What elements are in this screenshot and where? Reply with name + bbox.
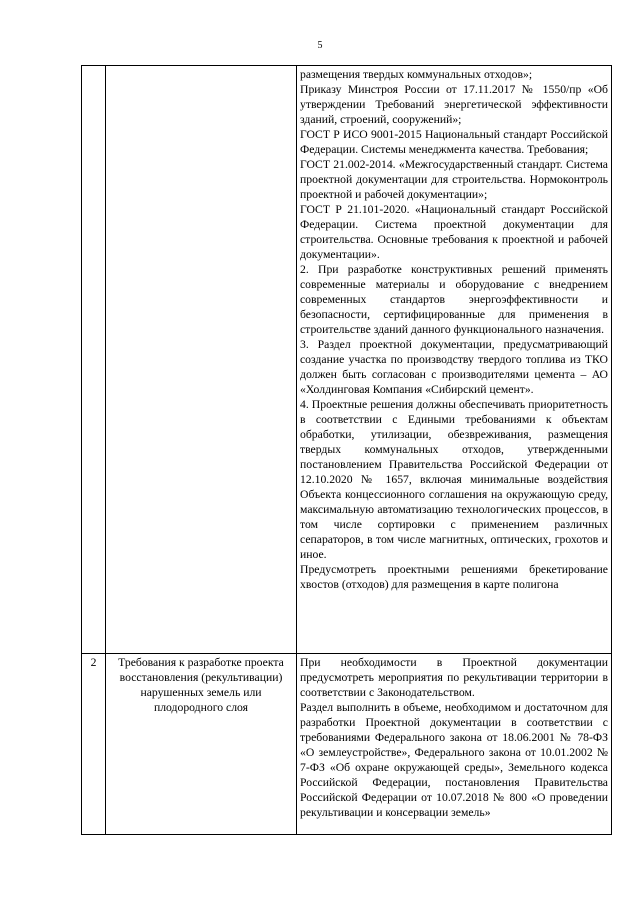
paragraph: 2. При разработке конструктивных решений применять современные материалы и оборудование с внедрением современных стандартов энергоэффективности и безопасности, сертифицированные для применения в строительстве зданий данного функционального назначения. [300,263,608,336]
paragraph: Предусмотреть проектными решениями брекетирование хвостов (отходов) для размещения в карте полигона [300,563,608,591]
requirement-title-cell [106,66,297,654]
row-number-cell [82,66,106,654]
paragraph: размещения твердых коммунальных отходов»; [300,68,533,81]
paragraph: При необходимости в Проектной документации предусмотреть мероприятия по рекультивации территории в соответствии с Законодательством. [300,656,608,699]
paragraph: 3. Раздел проектной документации, предусматривающий создание участка по производству твердого топлива из ТКО должен быть согласован с производителями цемента – АО «Холдинговая Компания «Сибирский цемент». [300,338,608,396]
requirement-title: Требования к разработке проекта восстановления (рекультивации) нарушенных земель или плодородного слоя [118,656,284,714]
paragraph: 4. Проектные решения должны обеспечивать приоритетность в соответствии с Едиными требованиями к объектам обработки, утилизации, обезвреживания, размещения твердых коммунальных отходов, утвержденными постановлением Правительства Российской Федерации от 12.10.2020 № 1657, включая минимальные воздействия Объекта концессионного соглашения на окружающую среду, максимальную автоматизацию технологических процессов, в том числе сортировки с применением различных сепараторов, в том числе магнитных, оптических, грохотов и иное. [300,398,608,561]
row-number: 2 [90,656,97,669]
table-row [82,654,612,835]
requirement-title [106,66,296,67]
row-number-cell [82,654,106,835]
paragraph: ГОСТ Р 21.101-2020. «Национальный стандарт Российской Федерации. Система проектной документации для строительства. Основные требования к проектной и рабочей документации». [300,203,608,261]
requirement-text-cell [297,654,612,835]
row-number [82,66,105,67]
table-row [82,66,612,654]
paragraph: Раздел выполнить в объеме, необходимом и достаточном для разработки Проектной документации в соответствии с требованиями Федерального закона от 18.06.2001 № 78-ФЗ «О землеустройстве», Федерального закона от 10.01.2002 № 7-ФЗ «Об охране окружающей среды», Земельного кодекса Российской Федерации, постановления Правительства Российской Федерации от 10.07.2018 № 800 «О проведении рекультивации и консервации земель» [300,701,608,819]
requirement-text-cell [297,66,612,654]
page-number: 5 [317,40,323,51]
requirements-table [81,65,612,835]
paragraph: ГОСТ 21.002-2014. «Межгосударственный стандарт. Система проектной документации для строительства. Нормоконтроль проектной и рабочей документации»; [300,158,608,201]
paragraph: Приказу Минстроя России от 17.11.2017 № 1550/пр «Об утверждении Требований энергетической эффективности зданий, строений, сооружений»; [300,83,608,126]
requirement-title-cell [106,654,297,835]
paragraph: ГОСТ Р ИСО 9001-2015 Национальный стандарт Российской Федерации. Системы менеджмента качества. Требования; [300,128,608,156]
